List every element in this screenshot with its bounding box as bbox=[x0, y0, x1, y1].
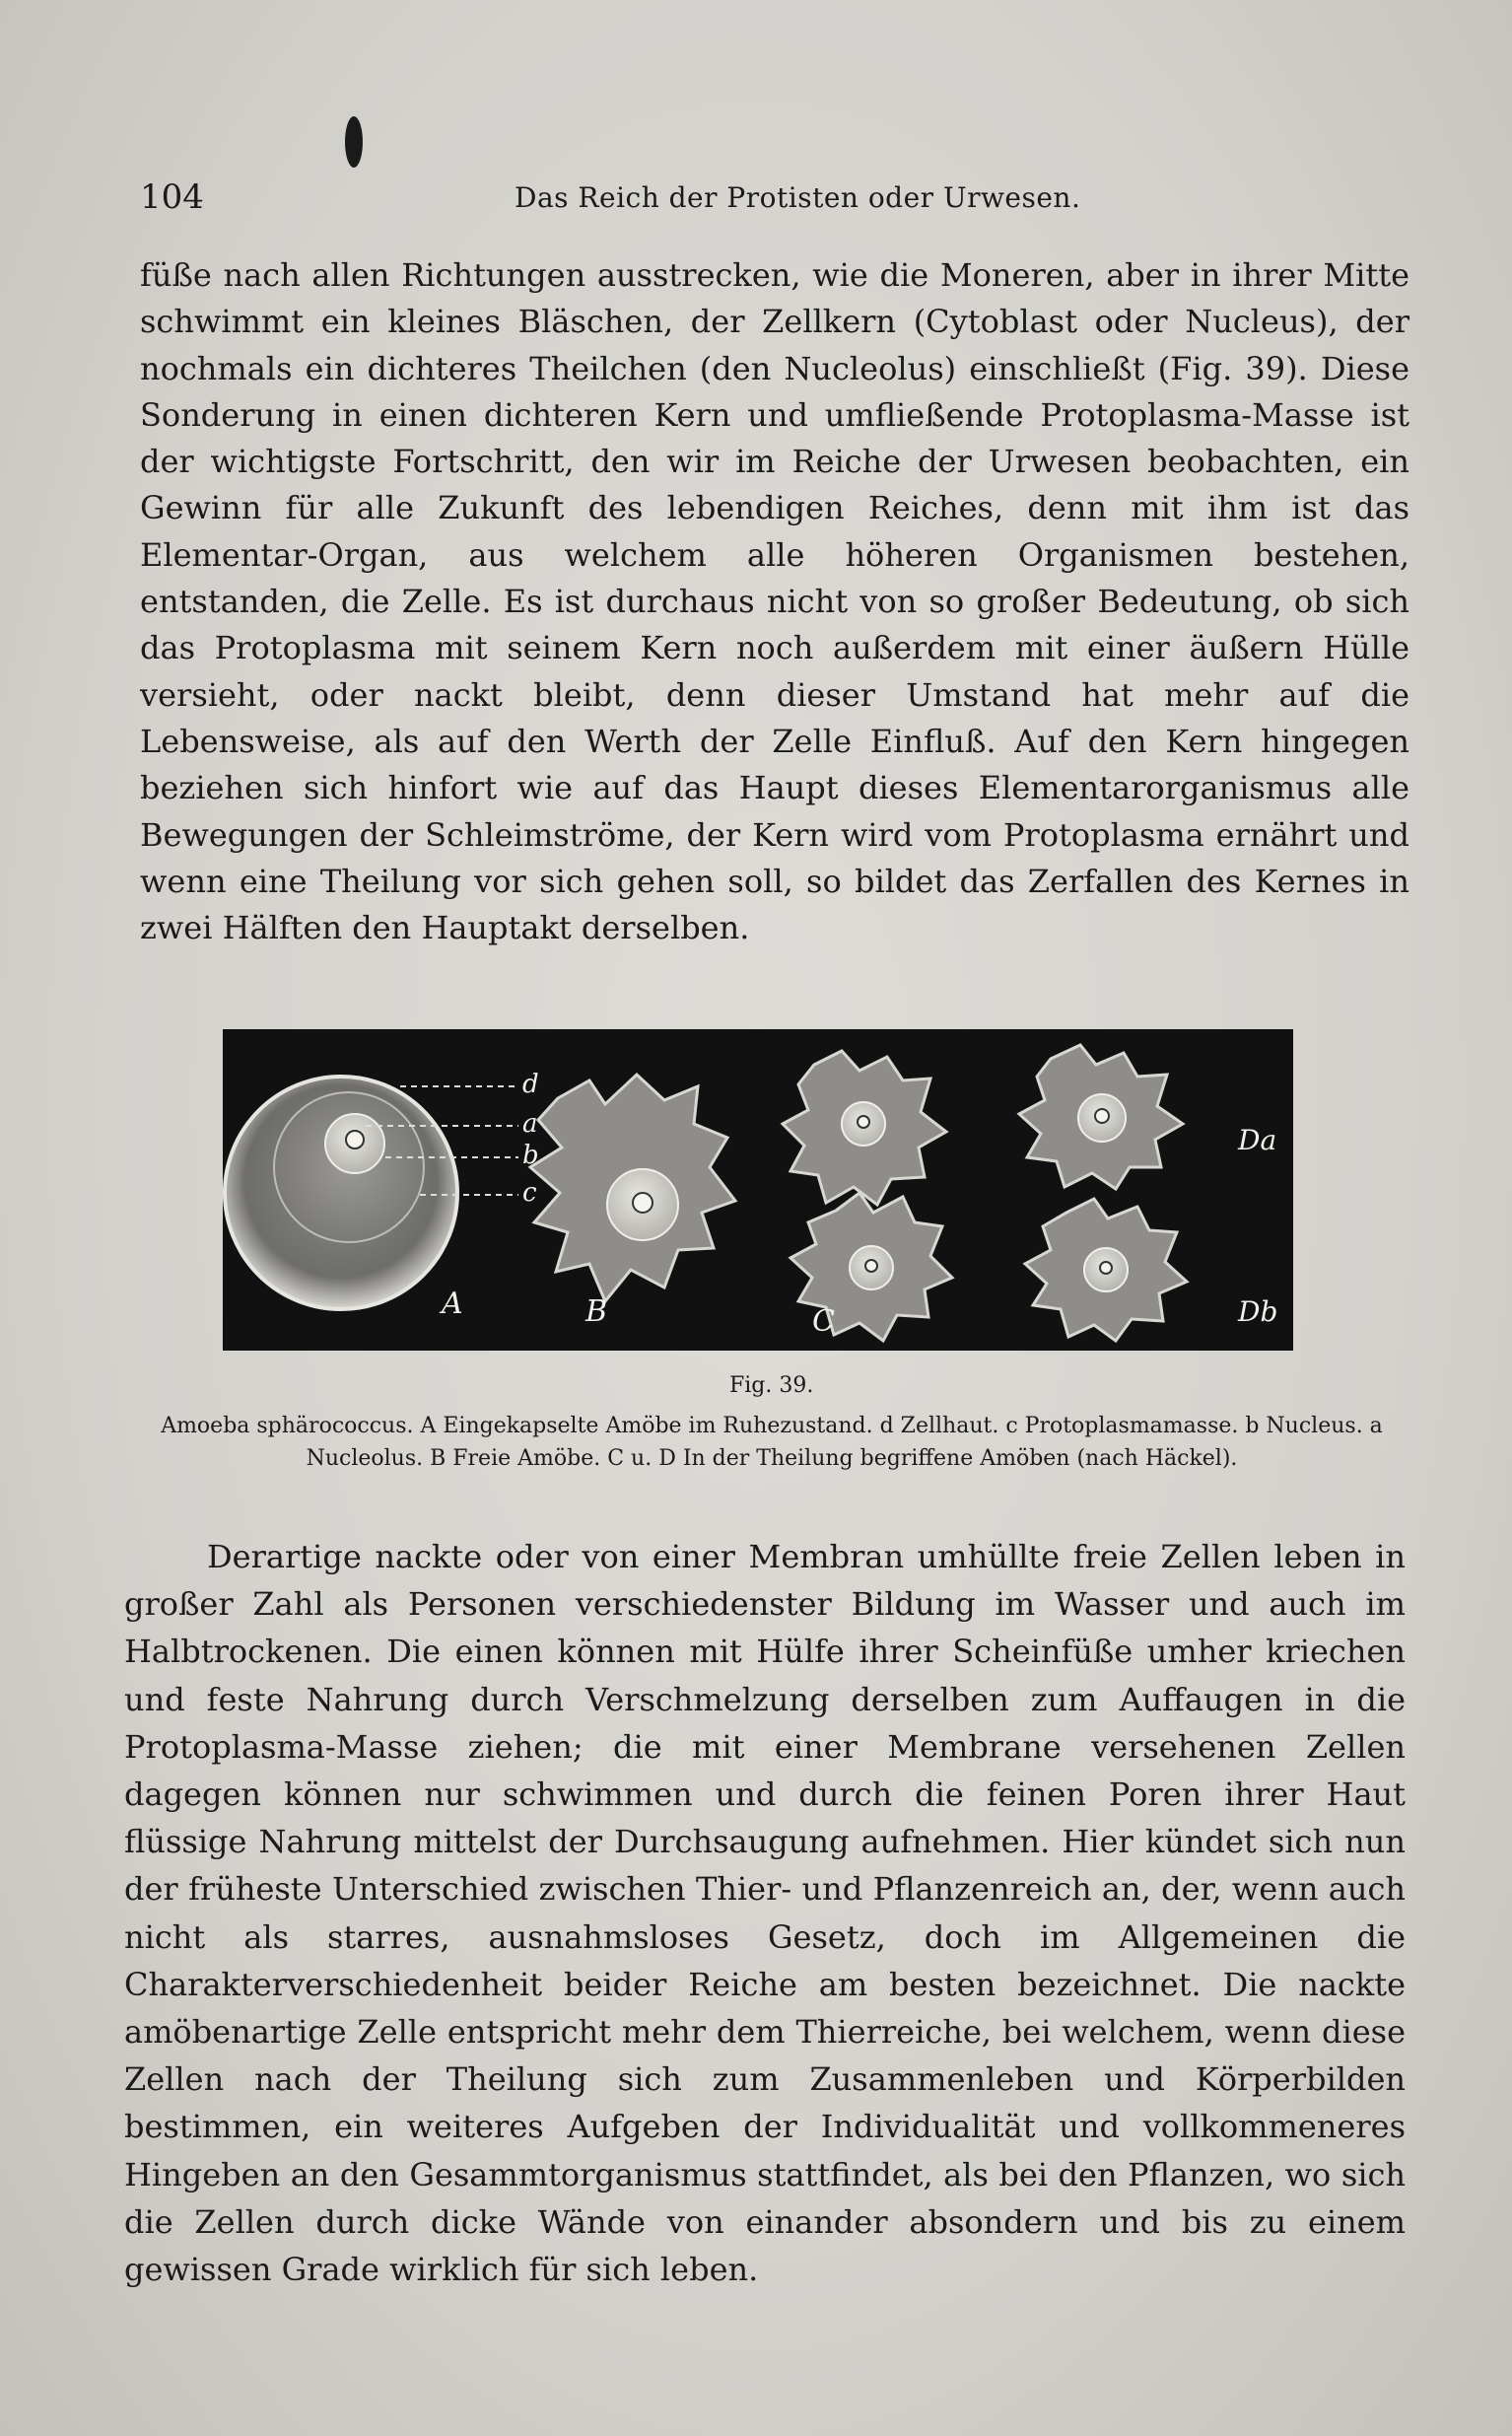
ink-blot bbox=[345, 116, 363, 168]
label-c: c bbox=[522, 1178, 537, 1208]
body-paragraph-2: Derartige nackte oder von einer Membran umhüllte freie Zellen leben in großer Zahl als Personen verschiedenster Bildung im Wasser und auch im Halbtrockenen. Die einen können mit Hülfe ihrer Scheinfüße umher kriechen und feste Nahrung durch Verschmelzung derselben zum Auffaugen in die Protoplasma-Masse ziehen; die mit einer Membrane versehenen Zellen dagegen können nur schwimmen und durch die feinen Poren ihrer Haut flüssige Nahrung mittelst der Durchsaugung aufnehmen. Hier kündet sich nun der früheste Unterschied zwischen Thier- und Pflanzenreich an, der, wenn auch nicht als starres, ausnahmsloses Gesetz, doch im Allgemeinen die Charakterverschiedenheit beider Reiche am besten bezeichnet. Die nackte amöbenartige Zelle entspricht mehr dem Thierreiche, bei welchem, wenn diese Zellen nach der Theilung sich zum Zusammenleben und Körperbilden bestimmen, ein weiteres Aufgeben der Individualität und vollkommeneres Hingeben an den Gesammtorganismus stattfindet, als bei den Pflanzen, wo sich die Zellen durch dicke Wände von einander absondern und bis zu einem gewissen Grade wirklich für sich leben. bbox=[124, 1538, 1406, 2289]
nucleolus bbox=[858, 1116, 869, 1128]
label-C: C bbox=[812, 1304, 835, 1339]
amoeba-illustration bbox=[223, 1029, 1293, 1351]
label-a: a bbox=[522, 1109, 538, 1139]
page-number: 104 bbox=[140, 177, 204, 217]
label-A: A bbox=[442, 1287, 463, 1321]
nucleolus bbox=[865, 1260, 877, 1272]
label-b: b bbox=[522, 1141, 539, 1170]
label-Db: Db bbox=[1238, 1295, 1278, 1328]
figure-illustration bbox=[223, 1029, 1293, 1351]
nucleolus bbox=[1100, 1262, 1112, 1274]
figure-number: Fig. 39. bbox=[729, 1373, 814, 1398]
nucleolus bbox=[346, 1131, 364, 1148]
nucleolus bbox=[633, 1193, 653, 1213]
figure-caption: Amoeba sphärococcus. A Eingekapselte Amöbe im Ruhezustand. d Zellhaut. c Protoplasmamasse. b Nucleus. a Nucleolus. B Freie Amöbe. C u. D In der Theilung begriffene Amöben (nach Häckel). bbox=[161, 1414, 1383, 1471]
nucleolus bbox=[1095, 1109, 1109, 1123]
page-header bbox=[140, 177, 1402, 227]
label-d: d bbox=[522, 1070, 539, 1099]
label-B: B bbox=[585, 1294, 608, 1329]
body-paragraph-1: füße nach allen Richtungen ausstrecken, wie die Moneren, aber in ihrer Mitte schwimmt ein kleines Bläschen, der Zellkern (Cytoblast oder Nucleus), der nochmals ein dichteres Theilchen (den Nucleolus) einschließt (Fig. 39). Diese Sonderung in einen dichteren Kern und umfließende Protoplasma-Masse ist der wichtigste Fortschritt, den wir im Reiche der Urwesen beobachten, ein Gewinn für alle Zukunft des lebendigen Reiches, denn mit ihm ist das Elementar-Organ, aus welchem alle höheren Organismen bestehen, entstanden, die Zelle. Es ist durchaus nicht von so großer Bedeutung, ob sich das Protoplasma mit seinem Kern noch außerdem mit einer äußern Hülle versieht, oder nackt bleibt, denn dieser Umstand hat mehr auf die Lebensweise, als auf den Werth der Zelle Einfluß. Auf den Kern hingegen beziehen sich hinfort wie auf das Haupt dieses Elementarorganismus alle Bewegungen der Schleimströme, der Kern wird vom Protoplasma ernährt und wenn eine Theilung vor sich gehen soll, so bildet das Zerfallen des Kernes in zwei Hälften den Hauptakt derselben. bbox=[140, 256, 1409, 947]
label-Da: Da bbox=[1238, 1124, 1277, 1156]
running-title: Das Reich der Protisten oder Urwesen. bbox=[515, 181, 1081, 214]
